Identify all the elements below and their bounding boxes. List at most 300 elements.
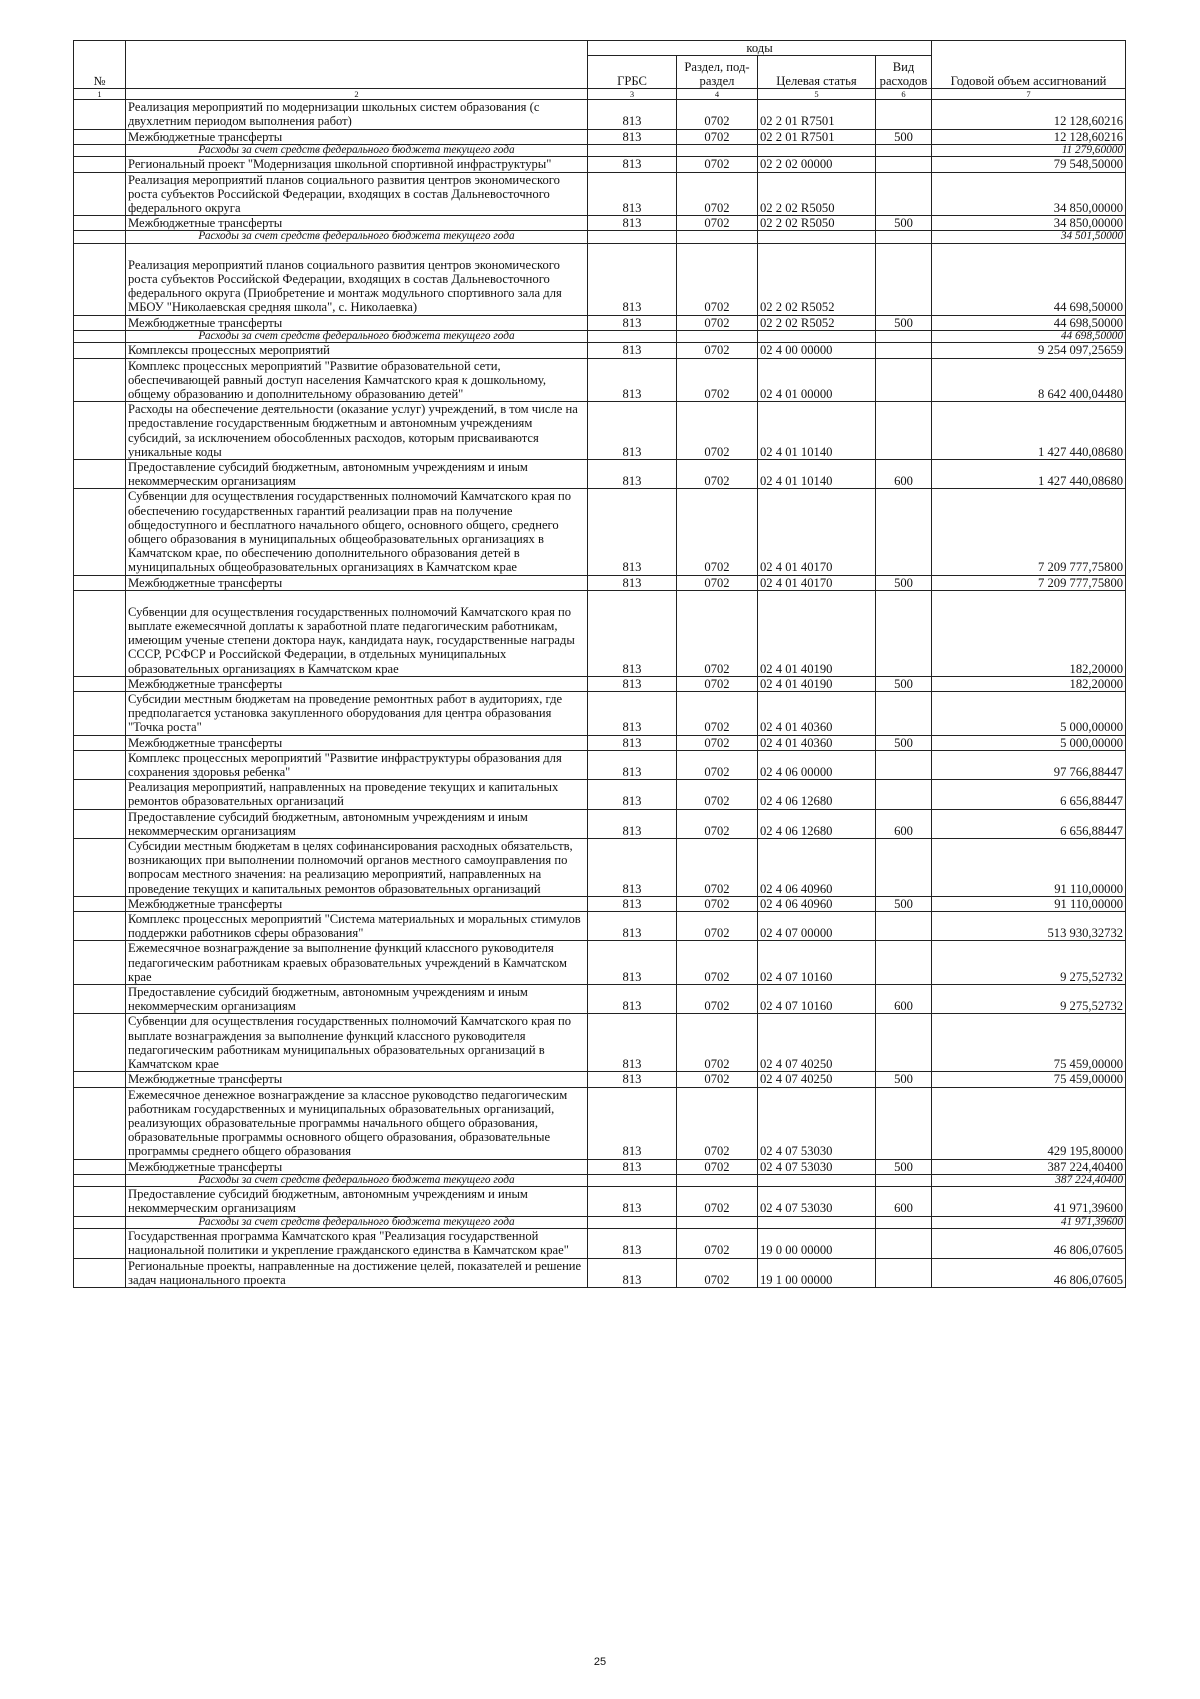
row-grbs: 813	[588, 1087, 677, 1159]
row-sum: 46 806,07605	[932, 1258, 1126, 1287]
budget-sheet	[73, 40, 1125, 1288]
row-vid: 500	[876, 1159, 932, 1174]
row-celevaya: 02 4 01 40190	[758, 676, 876, 691]
header-celevaya: Целевая статья	[758, 56, 876, 89]
row-razdel: 0702	[677, 402, 758, 460]
row-grbs	[588, 1216, 677, 1229]
table-row-federal	[74, 1216, 1126, 1229]
row-number-cell	[74, 590, 126, 676]
row-razdel: 0702	[677, 941, 758, 985]
header-grbs: ГРБС	[588, 56, 677, 89]
row-grbs: 813	[588, 590, 677, 676]
row-razdel: 0702	[677, 1229, 758, 1258]
table-row	[74, 100, 1126, 129]
table-row	[74, 1072, 1126, 1087]
row-sum: 7 209 777,75800	[932, 575, 1126, 590]
row-grbs: 813	[588, 129, 677, 144]
row-celevaya: 02 2 02 R5052	[758, 315, 876, 330]
row-number-cell	[74, 1072, 126, 1087]
row-name: Реализация мероприятий, направленных на проведение текущих и капитальных ремонтов образовательных организаций	[126, 780, 588, 809]
table-row-federal	[74, 330, 1126, 343]
row-number-cell	[74, 912, 126, 941]
row-name: Межбюджетные трансферты	[126, 896, 588, 911]
row-number-cell	[74, 839, 126, 897]
row-grbs	[588, 1174, 677, 1187]
row-vid: 600	[876, 985, 932, 1014]
row-name: Комплекс процессных мероприятий "Развитие инфраструктуры образования для сохранения здоровья ребенка"	[126, 750, 588, 779]
row-name: Реализация мероприятий планов социального развития центров экономического роста субъектов Российской Федерации, входящих в состав Дальневосточного федерального округа (Приобретение и монтаж модульного спортивного зала для МБОУ "Николаевская средняя школа", с. Николаевка)	[126, 243, 588, 315]
row-name: Комплекс процессных мероприятий "Система материальных и моральных стимулов поддержки работников сферы образования"	[126, 912, 588, 941]
row-name: Межбюджетные трансферты	[126, 129, 588, 144]
row-number-cell	[74, 402, 126, 460]
row-sum: 6 656,88447	[932, 780, 1126, 809]
table-row	[74, 750, 1126, 779]
row-sum: 12 128,60216	[932, 100, 1126, 129]
row-name: Ежемесячное вознаграждение за выполнение функций классного руководителя педагогическим работникам краевых образовательных учреждений в Камчатском крае	[126, 941, 588, 985]
row-vid: 500	[876, 676, 932, 691]
row-celevaya	[758, 1216, 876, 1229]
row-grbs: 813	[588, 839, 677, 897]
header-vid: Вид расходов	[876, 56, 932, 89]
row-name: Расходы на обеспечение деятельности (оказание услуг) учреждений, в том числе на предоставление государственным бюджетным и автономным учреждениям субсидий, за исключением обособленных расходов, которым присваиваются уникальные коды	[126, 402, 588, 460]
header-name	[126, 41, 588, 89]
row-razdel: 0702	[677, 100, 758, 129]
col-number: 2	[126, 89, 588, 100]
table-row	[74, 129, 1126, 144]
row-grbs: 813	[588, 1229, 677, 1258]
row-name: Расходы за счет средств федерального бюджета текущего года	[126, 144, 588, 157]
row-celevaya: 02 4 01 40360	[758, 692, 876, 736]
row-number-cell	[74, 896, 126, 911]
table-row-federal	[74, 231, 1126, 244]
row-number-cell	[74, 676, 126, 691]
row-number-cell	[74, 575, 126, 590]
row-number-cell	[74, 1229, 126, 1258]
table-row	[74, 809, 1126, 838]
row-vid	[876, 243, 932, 315]
row-sum: 9 275,52732	[932, 941, 1126, 985]
row-vid	[876, 1258, 932, 1287]
row-name: Расходы за счет средств федерального бюджета текущего года	[126, 1174, 588, 1187]
table-row	[74, 172, 1126, 216]
table-row	[74, 735, 1126, 750]
row-celevaya: 02 4 07 53030	[758, 1187, 876, 1216]
row-razdel	[677, 144, 758, 157]
row-razdel: 0702	[677, 129, 758, 144]
row-vid	[876, 231, 932, 244]
row-name: Субсидии местным бюджетам на проведение ремонтных работ в аудиториях, где предполагается установка закупленного оборудования для центра образования "Точка роста"	[126, 692, 588, 736]
row-sum: 44 698,50000	[932, 243, 1126, 315]
table-row	[74, 1014, 1126, 1072]
row-razdel: 0702	[677, 1072, 758, 1087]
row-name: Межбюджетные трансферты	[126, 216, 588, 231]
row-celevaya	[758, 231, 876, 244]
row-name: Предоставление субсидий бюджетным, автономным учреждениям и иным некоммерческим организациям	[126, 809, 588, 838]
table-row	[74, 912, 1126, 941]
row-grbs: 813	[588, 941, 677, 985]
table-row	[74, 575, 1126, 590]
table-row	[74, 1187, 1126, 1216]
row-razdel: 0702	[677, 216, 758, 231]
row-grbs: 813	[588, 575, 677, 590]
row-celevaya: 02 4 01 10140	[758, 459, 876, 488]
row-razdel: 0702	[677, 1258, 758, 1287]
row-grbs: 813	[588, 912, 677, 941]
row-celevaya: 02 4 07 40250	[758, 1072, 876, 1087]
row-razdel: 0702	[677, 157, 758, 172]
row-razdel: 0702	[677, 750, 758, 779]
row-razdel: 0702	[677, 912, 758, 941]
row-number-cell	[74, 1174, 126, 1187]
table-row	[74, 243, 1126, 315]
table-row	[74, 343, 1126, 358]
row-vid	[876, 343, 932, 358]
row-razdel: 0702	[677, 1087, 758, 1159]
row-razdel: 0702	[677, 1187, 758, 1216]
row-name: Расходы за счет средств федерального бюджета текущего года	[126, 1216, 588, 1229]
row-vid: 500	[876, 216, 932, 231]
row-name: Комплекс процессных мероприятий "Развитие образовательной сети, обеспечивающей равный доступ населения Камчатского края к дошкольному, общему образованию и дополнительному образованию детей"	[126, 358, 588, 402]
col-number: 6	[876, 89, 932, 100]
row-sum: 387 224,40400	[932, 1159, 1126, 1174]
row-number-cell	[74, 941, 126, 985]
row-number-cell	[74, 330, 126, 343]
row-razdel: 0702	[677, 590, 758, 676]
row-sum: 12 128,60216	[932, 129, 1126, 144]
row-vid: 500	[876, 129, 932, 144]
row-celevaya: 02 4 01 40170	[758, 575, 876, 590]
row-grbs	[588, 144, 677, 157]
row-vid	[876, 144, 932, 157]
row-name: Межбюджетные трансферты	[126, 1159, 588, 1174]
row-vid: 500	[876, 735, 932, 750]
table-row	[74, 692, 1126, 736]
row-name: Региональные проекты, направленные на достижение целей, показателей и решение задач национального проекта	[126, 1258, 588, 1287]
row-name: Межбюджетные трансферты	[126, 575, 588, 590]
row-grbs: 813	[588, 780, 677, 809]
row-razdel	[677, 1174, 758, 1187]
row-grbs: 813	[588, 402, 677, 460]
row-vid	[876, 692, 932, 736]
row-celevaya: 02 4 01 10140	[758, 402, 876, 460]
table-row	[74, 157, 1126, 172]
row-name: Межбюджетные трансферты	[126, 1072, 588, 1087]
row-celevaya: 02 4 06 00000	[758, 750, 876, 779]
row-celevaya: 02 4 01 40360	[758, 735, 876, 750]
row-sum: 44 698,50000	[932, 315, 1126, 330]
row-celevaya: 02 4 07 53030	[758, 1159, 876, 1174]
row-celevaya: 19 0 00 00000	[758, 1229, 876, 1258]
row-name: Расходы за счет средств федерального бюджета текущего года	[126, 231, 588, 244]
row-number-cell	[74, 735, 126, 750]
row-vid	[876, 750, 932, 779]
row-celevaya: 02 4 07 40250	[758, 1014, 876, 1072]
row-celevaya: 02 4 06 12680	[758, 809, 876, 838]
row-sum: 9 254 097,25659	[932, 343, 1126, 358]
row-vid	[876, 780, 932, 809]
row-vid: 600	[876, 809, 932, 838]
row-sum: 46 806,07605	[932, 1229, 1126, 1258]
row-sum: 41 971,39600	[932, 1216, 1126, 1229]
row-grbs: 813	[588, 1258, 677, 1287]
table-row	[74, 1258, 1126, 1287]
row-name: Расходы за счет средств федерального бюджета текущего года	[126, 330, 588, 343]
row-grbs: 813	[588, 1187, 677, 1216]
row-vid	[876, 1216, 932, 1229]
row-grbs: 813	[588, 100, 677, 129]
row-vid: 500	[876, 315, 932, 330]
row-sum: 5 000,00000	[932, 735, 1126, 750]
row-razdel: 0702	[677, 692, 758, 736]
row-number-cell	[74, 144, 126, 157]
row-grbs: 813	[588, 896, 677, 911]
row-number-cell	[74, 1258, 126, 1287]
row-name: Предоставление субсидий бюджетным, автономным учреждениям и иным некоммерческим организациям	[126, 459, 588, 488]
page-number: 25	[593, 1656, 607, 1668]
table-row	[74, 896, 1126, 911]
row-celevaya: 02 2 01 R7501	[758, 100, 876, 129]
row-grbs: 813	[588, 216, 677, 231]
row-celevaya: 02 2 02 R5050	[758, 172, 876, 216]
row-vid	[876, 1229, 932, 1258]
row-grbs: 813	[588, 735, 677, 750]
col-number: 3	[588, 89, 677, 100]
col-number: 1	[74, 89, 126, 100]
col-number: 7	[932, 89, 1126, 100]
row-vid: 600	[876, 459, 932, 488]
row-number-cell	[74, 129, 126, 144]
row-vid: 500	[876, 896, 932, 911]
row-celevaya: 19 1 00 00000	[758, 1258, 876, 1287]
row-sum: 44 698,50000	[932, 330, 1126, 343]
row-sum: 1 427 440,08680	[932, 402, 1126, 460]
table-row	[74, 315, 1126, 330]
row-vid	[876, 590, 932, 676]
row-name: Государственная программа Камчатского края "Реализация государственной национальной политики и укрепление гражданского единства в Камчатском крае"	[126, 1229, 588, 1258]
row-number-cell	[74, 243, 126, 315]
row-number-cell	[74, 459, 126, 488]
row-number-cell	[74, 100, 126, 129]
row-number-cell	[74, 1187, 126, 1216]
row-vid: 500	[876, 1072, 932, 1087]
row-celevaya: 02 4 00 00000	[758, 343, 876, 358]
col-number: 4	[677, 89, 758, 100]
row-number-cell	[74, 750, 126, 779]
table-row	[74, 676, 1126, 691]
row-celevaya: 02 4 01 40170	[758, 489, 876, 575]
row-razdel: 0702	[677, 1159, 758, 1174]
row-sum: 7 209 777,75800	[932, 489, 1126, 575]
row-sum: 6 656,88447	[932, 809, 1126, 838]
row-sum: 79 548,50000	[932, 157, 1126, 172]
row-grbs: 813	[588, 243, 677, 315]
row-grbs	[588, 231, 677, 244]
row-vid	[876, 402, 932, 460]
table-row-federal	[74, 144, 1126, 157]
row-number-cell	[74, 1087, 126, 1159]
row-number-cell	[74, 358, 126, 402]
row-vid	[876, 1174, 932, 1187]
row-sum: 387 224,40400	[932, 1174, 1126, 1187]
header-no: №	[74, 41, 126, 89]
row-celevaya: 02 2 01 R7501	[758, 129, 876, 144]
row-name: Межбюджетные трансферты	[126, 676, 588, 691]
row-vid	[876, 912, 932, 941]
row-razdel: 0702	[677, 358, 758, 402]
row-celevaya: 02 4 01 00000	[758, 358, 876, 402]
table-row	[74, 358, 1126, 402]
row-sum: 182,20000	[932, 676, 1126, 691]
row-celevaya: 02 4 07 00000	[758, 912, 876, 941]
row-name: Субвенции для осуществления государственных полномочий Камчатского края по выплате вознаграждения за выполнение функций классного руководителя педагогическим работникам муниципальных образовательных организаций в Камчатском крае	[126, 1014, 588, 1072]
row-sum: 41 971,39600	[932, 1187, 1126, 1216]
table-row	[74, 1087, 1126, 1159]
row-sum: 75 459,00000	[932, 1014, 1126, 1072]
row-razdel: 0702	[677, 243, 758, 315]
row-vid	[876, 1014, 932, 1072]
table-row	[74, 459, 1126, 488]
row-sum: 75 459,00000	[932, 1072, 1126, 1087]
row-razdel: 0702	[677, 735, 758, 750]
table-row	[74, 985, 1126, 1014]
row-grbs	[588, 330, 677, 343]
row-name: Межбюджетные трансферты	[126, 735, 588, 750]
row-razdel	[677, 1216, 758, 1229]
row-vid: 500	[876, 575, 932, 590]
row-razdel: 0702	[677, 896, 758, 911]
header-razdel: Раздел, под-раздел	[677, 56, 758, 89]
row-sum: 91 110,00000	[932, 839, 1126, 897]
row-number-cell	[74, 489, 126, 575]
row-number-cell	[74, 157, 126, 172]
row-sum: 182,20000	[932, 590, 1126, 676]
row-sum: 1 427 440,08680	[932, 459, 1126, 488]
row-grbs: 813	[588, 489, 677, 575]
row-grbs: 813	[588, 1159, 677, 1174]
row-sum: 91 110,00000	[932, 896, 1126, 911]
table-row	[74, 489, 1126, 575]
row-sum: 5 000,00000	[932, 692, 1126, 736]
row-name: Региональный проект "Модернизация школьной спортивной инфраструктуры"	[126, 157, 588, 172]
row-vid	[876, 1087, 932, 1159]
row-celevaya: 02 2 02 R5052	[758, 243, 876, 315]
row-sum: 9 275,52732	[932, 985, 1126, 1014]
row-grbs: 813	[588, 315, 677, 330]
row-razdel: 0702	[677, 676, 758, 691]
row-vid	[876, 100, 932, 129]
row-grbs: 813	[588, 1072, 677, 1087]
row-name: Субвенции для осуществления государственных полномочий Камчатского края по обеспечению государственных гарантий реализации прав на получение общедоступного и бесплатного начального общего, основного общего, среднего общего образования в муниципальных общеобразовательных организациях в Камчатском крае, по обеспечению дополнительного образования детей в муниципальных общеобразовательных организациях в Камчатском крае	[126, 489, 588, 575]
row-name: Предоставление субсидий бюджетным, автономным учреждениям и иным некоммерческим организациям	[126, 985, 588, 1014]
row-razdel	[677, 330, 758, 343]
row-sum: 513 930,32732	[932, 912, 1126, 941]
row-grbs: 813	[588, 809, 677, 838]
row-number-cell	[74, 343, 126, 358]
row-celevaya	[758, 144, 876, 157]
row-celevaya: 02 4 07 10160	[758, 985, 876, 1014]
table-row	[74, 216, 1126, 231]
row-razdel: 0702	[677, 575, 758, 590]
row-vid	[876, 941, 932, 985]
row-number-cell	[74, 780, 126, 809]
table-row	[74, 1159, 1126, 1174]
table-row	[74, 402, 1126, 460]
row-grbs: 813	[588, 358, 677, 402]
row-razdel: 0702	[677, 343, 758, 358]
row-grbs: 813	[588, 1014, 677, 1072]
header-col-numbers	[74, 89, 1126, 100]
table-body	[74, 100, 1126, 1288]
row-sum: 429 195,80000	[932, 1087, 1126, 1159]
table-row	[74, 780, 1126, 809]
row-name: Комплексы процессных мероприятий	[126, 343, 588, 358]
row-vid	[876, 839, 932, 897]
row-grbs: 813	[588, 676, 677, 691]
row-grbs: 813	[588, 172, 677, 216]
row-celevaya: 02 4 06 40960	[758, 839, 876, 897]
row-name: Предоставление субсидий бюджетным, автономным учреждениям и иным некоммерческим организациям	[126, 1187, 588, 1216]
row-vid	[876, 157, 932, 172]
row-grbs: 813	[588, 157, 677, 172]
table-row-federal	[74, 1174, 1126, 1187]
row-vid: 600	[876, 1187, 932, 1216]
row-razdel: 0702	[677, 1014, 758, 1072]
row-number-cell	[74, 315, 126, 330]
row-celevaya: 02 4 06 40960	[758, 896, 876, 911]
row-razdel: 0702	[677, 315, 758, 330]
row-number-cell	[74, 216, 126, 231]
row-vid	[876, 489, 932, 575]
table-row	[74, 590, 1126, 676]
budget-table	[73, 40, 1126, 1288]
row-sum: 34 501,50000	[932, 231, 1126, 244]
row-celevaya: 02 2 02 R5050	[758, 216, 876, 231]
row-razdel: 0702	[677, 459, 758, 488]
row-grbs: 813	[588, 343, 677, 358]
row-name: Реализация мероприятий по модернизации школьных систем образования (с двухлетним периодом выполнения работ)	[126, 100, 588, 129]
table-row	[74, 839, 1126, 897]
row-number-cell	[74, 692, 126, 736]
row-sum: 34 850,00000	[932, 172, 1126, 216]
row-razdel: 0702	[677, 809, 758, 838]
row-razdel	[677, 231, 758, 244]
row-celevaya: 02 4 07 53030	[758, 1087, 876, 1159]
row-number-cell	[74, 1014, 126, 1072]
row-sum: 97 766,88447	[932, 750, 1126, 779]
row-razdel: 0702	[677, 985, 758, 1014]
row-name: Субсидии местным бюджетам в целях софинансирования расходных обязательств, возникающих при выполнении полномочий органов местного самоуправления по вопросам местного значения: на реализацию мероприятий, направленных на проведение текущих и капитальных ремонтов образовательных организаций	[126, 839, 588, 897]
row-sum: 8 642 400,04480	[932, 358, 1126, 402]
header-sum: Годовой объем ассигнований	[932, 41, 1126, 89]
row-vid	[876, 172, 932, 216]
row-razdel: 0702	[677, 780, 758, 809]
row-number-cell	[74, 1216, 126, 1229]
row-name: Межбюджетные трансферты	[126, 315, 588, 330]
header-row-1	[74, 41, 1126, 56]
row-number-cell	[74, 1159, 126, 1174]
row-sum: 34 850,00000	[932, 216, 1126, 231]
row-number-cell	[74, 172, 126, 216]
row-vid	[876, 330, 932, 343]
row-grbs: 813	[588, 459, 677, 488]
row-vid	[876, 358, 932, 402]
row-name: Ежемесячное денежное вознаграждение за классное руководство педагогическим работникам государственных и муниципальных образовательных организаций, реализующих образовательные программы начального общего образования, образовательные программы основного общего образования, образовательные программы среднего общего образования	[126, 1087, 588, 1159]
row-grbs: 813	[588, 750, 677, 779]
header-codes: коды	[588, 41, 932, 56]
col-number: 5	[758, 89, 876, 100]
row-razdel: 0702	[677, 839, 758, 897]
row-razdel: 0702	[677, 172, 758, 216]
